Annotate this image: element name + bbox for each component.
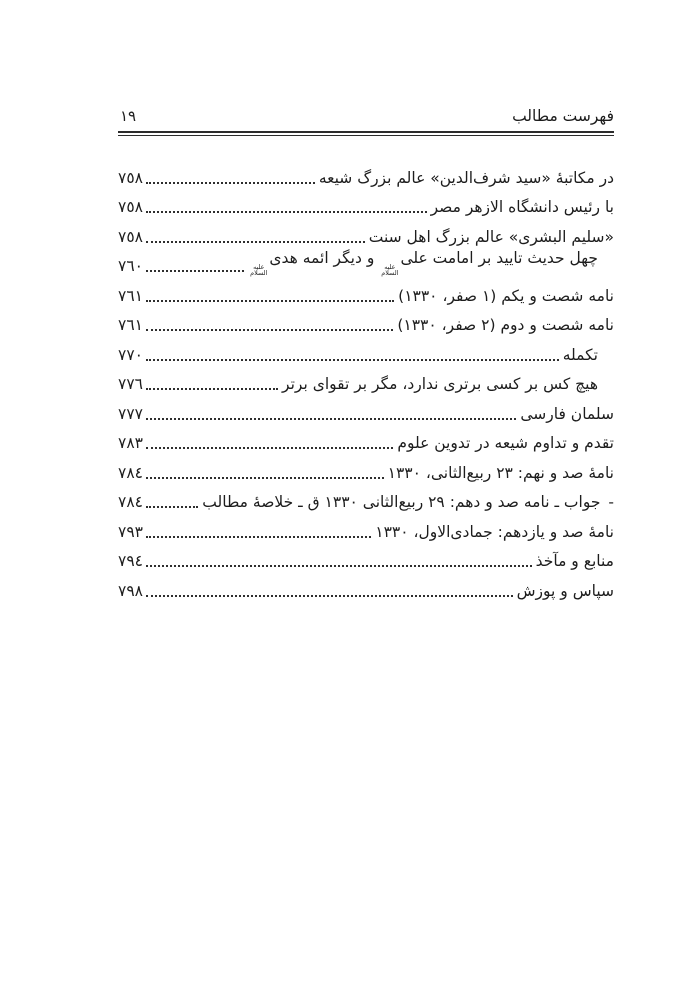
toc-entry <box>118 248 614 278</box>
dot-leader <box>146 359 559 361</box>
toc-entry-title: «سلیم البشری» عالم بزرگ اهل سنت <box>368 227 614 246</box>
header-divider <box>118 131 614 136</box>
toc-entry-title: در مکاتبهٔ «سید شرف‌الدین» عالم بزرگ شیعه <box>318 168 614 187</box>
toc-entry-page: ٧٧٦ <box>118 375 143 393</box>
toc-entry <box>118 159 614 189</box>
toc-entry <box>118 543 614 573</box>
toc-entry-title: نامهٔ صد و یازدهم: جمادی‌الاول، ١٣٣٠ <box>375 522 614 541</box>
header-page-number: ١٩ <box>120 107 137 125</box>
toc-entry <box>118 572 614 602</box>
dot-leader <box>146 270 244 272</box>
toc-entry-page: ٧٥٨ <box>118 227 143 246</box>
dot-leader <box>146 447 393 449</box>
alayhis-salam-icon: عليه السلام <box>381 262 399 278</box>
toc-entry-page: ٧٧٠ <box>118 345 143 364</box>
toc-entry-title: منابع و مآخذ <box>535 552 614 570</box>
header-title: فهرست مطالب <box>512 107 614 125</box>
dot-leader <box>146 241 365 243</box>
toc-entry-page: ٧٨٤ <box>118 493 143 511</box>
toc-entry-title: هیچ کس بر کسی برتری ندارد، مگر بر تقوای برتر <box>282 375 598 393</box>
dot-leader <box>146 300 394 302</box>
toc-entry <box>118 425 614 455</box>
dot-leader <box>146 182 315 184</box>
toc-entry-page: ٧٦١ <box>118 286 143 305</box>
toc-entry-page: ٧٥٨ <box>118 198 143 216</box>
toc-entry <box>118 336 614 366</box>
toc-entry-title: تکمله <box>562 345 598 364</box>
page-header <box>118 106 614 131</box>
toc-entry <box>118 307 614 337</box>
alayhis-salam-icon: عليه السلام <box>250 262 268 278</box>
toc-entry <box>118 277 614 307</box>
dot-leader <box>146 211 427 213</box>
toc-entry-page: ٧٩٣ <box>118 522 143 541</box>
toc-entry <box>118 218 614 248</box>
toc-title-segment: و دیگر ائمه هدی <box>269 248 375 267</box>
toc-entry <box>118 395 614 425</box>
dot-leader <box>146 595 513 597</box>
toc-entry-title: جواب ـ نامه صد و دهم: ٢٩ ربیع‌الثانی ١٣٣٠ ق ـ خلاصهٔ مطالب <box>202 493 601 511</box>
toc-entry-page: ٧٧٧ <box>118 404 143 423</box>
toc-entry-title <box>248 248 598 277</box>
toc-entry-page: ٧٦١ <box>118 316 143 334</box>
dot-leader <box>146 418 516 420</box>
dot-leader <box>146 477 384 479</box>
dot-leader <box>146 536 371 538</box>
toc-entry-page: ٧٥٨ <box>118 168 143 187</box>
toc-entry-title: با رئیس دانشگاه الازهر مصر <box>430 198 614 216</box>
toc-entry-page: ٧٦٠ <box>118 257 143 275</box>
entry-dash-prefix: - <box>608 493 614 511</box>
toc-title-segment: چهل حدیث تایید بر امامت علی <box>400 248 598 267</box>
toc-entry-page: ٧٩٨ <box>118 581 143 600</box>
toc-list <box>118 159 614 602</box>
toc-entry-page: ٧٨٤ <box>118 463 143 482</box>
toc-entry-page: ٧٩٤ <box>118 552 143 570</box>
toc-entry <box>118 189 614 219</box>
dot-leader <box>146 565 532 567</box>
toc-entry-title: نامه شصت و دوم (٢ صفر، ١٣٣٠) <box>397 316 614 334</box>
dot-leader <box>146 388 278 390</box>
toc-entry-page: ٧٨٣ <box>118 434 143 452</box>
page-content <box>118 106 614 602</box>
dot-leader <box>146 506 198 508</box>
toc-entry <box>118 513 614 543</box>
toc-entry <box>118 484 614 514</box>
toc-entry-title: تقدم و تداوم شیعه در تدوین علوم <box>397 434 614 452</box>
toc-entry-title: نامه شصت و یکم (١ صفر، ١٣٣٠) <box>398 286 614 305</box>
dot-leader <box>146 329 393 331</box>
toc-entry-title: سپاس و پوزش <box>516 581 614 600</box>
toc-entry-title: سلمان فارسی <box>520 404 614 423</box>
toc-entry <box>118 454 614 484</box>
toc-entry <box>118 366 614 396</box>
toc-entry-title: نامهٔ صد و نهم: ٢٣ ربیع‌الثانی، ١٣٣٠ <box>387 463 614 482</box>
